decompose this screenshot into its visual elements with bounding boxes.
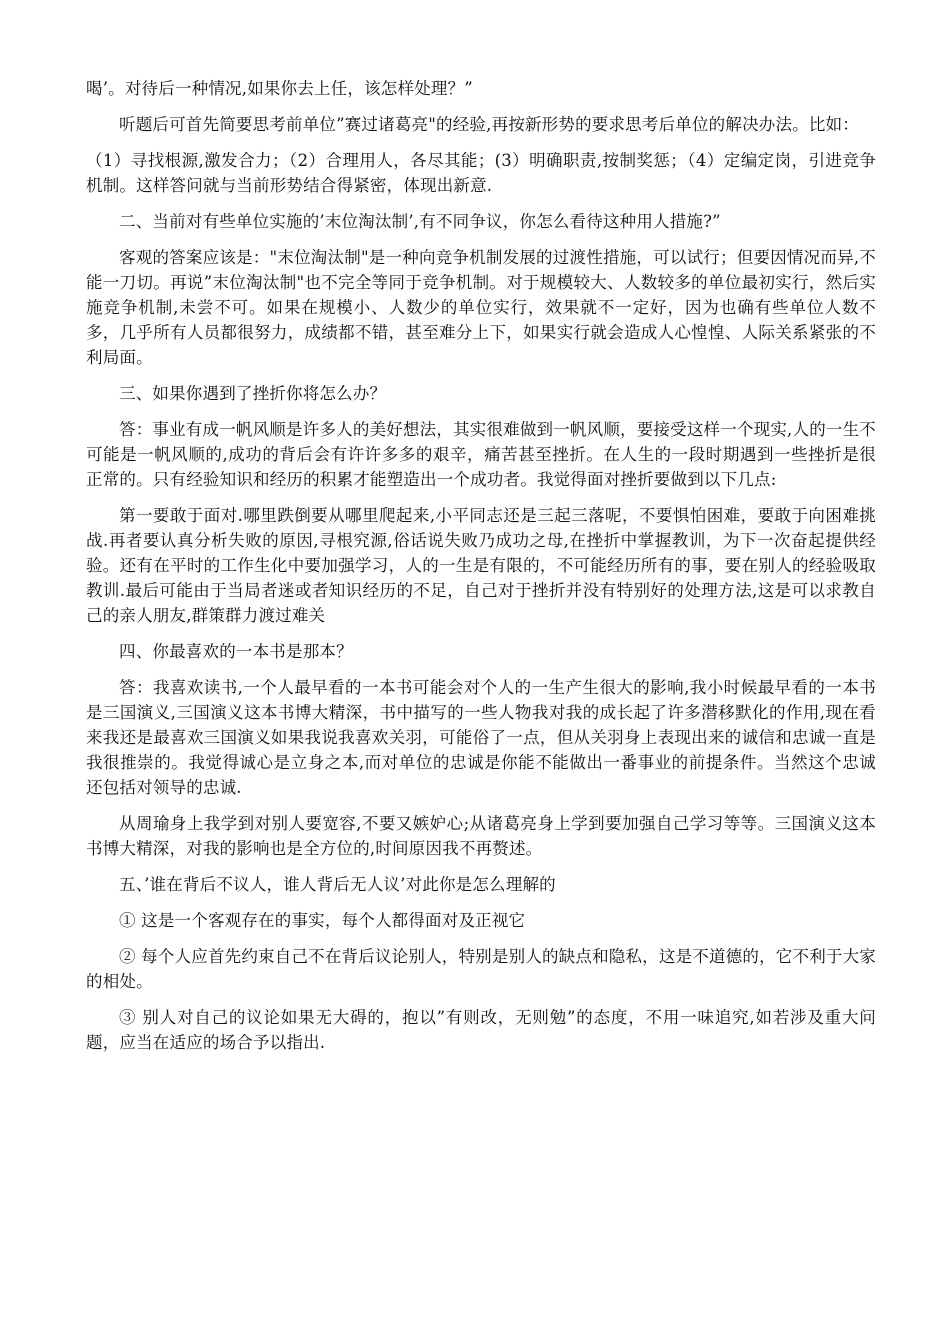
paragraph-answer-2: 客观的答案应该是："末位淘汰制"是一种向竞争机制发展的过渡性措施，可以试行；但要因情况而异,不能一刀切。再说”末位淘汰制"也不完全等同于竞争机制。对于规模较大、人数较多的单位最初实行，然后实施竞争机制,未尝不可。如果在规模小、人数少的单位实行，效果就不一定好，因为也确有些单位人数不多，几乎所有人员都很努力，成绩都不错，甚至难分上下，如果实行就会造成人心惶惶、人际关系紧张的不利局面。 xyxy=(86,248,876,367)
paragraph-answer-4-cont: 从周瑜身上我学到对别人要宽容,不要又嫉妒心;从诸葛亮身上学到要加强自己学习等等。三国演义这本书博大精深，对我的影响也是全方位的,时间原因我不再赘述。 xyxy=(86,814,876,858)
list-item-3: ③ 别人对自己的议论如果无大碍的，抱以”有则改，无则勉”的态度，不用一味追究,如若涉及重大问题，应当在适应的场合予以指出. xyxy=(86,1008,876,1052)
question-heading-5: 五、’谁在背后不议人，谁人背后无人议’对此你是怎么理解的 xyxy=(119,875,556,894)
question-heading-4: 四、你最喜欢的一本书是那本？ xyxy=(119,642,353,661)
paragraph-answer-3: 答：事业有成一帆风顺是许多人的美好想法，其实很难做到一帆风顺，要接受这样一个现实,人的一生不可能是一帆风顺的,成功的背后会有许许多多的艰辛，痛苦甚至挫折。在人生的一段时期遇到一些挫折是很正常的。只有经验知识和经历的积累才能塑造出一个成功者。我觉得面对挫折要做到以下几点: xyxy=(86,420,876,489)
paragraph-answer-4: 答：我喜欢读书,一个人最早看的一本书可能会对个人的一生产生很大的影响,我小时候最早看的一本书是三国演义,三国演义这本书博大精深，书中描写的一些人物我对我的成长起了许多潜移默化的作用,现在看来我还是最喜欢三国演义如果我说我喜欢关羽，可能俗了一点，但从关羽身上表现出来的诚信和忠诚一直是我很推崇的。我觉得诚心是立身之本,而对单位的忠诚是你能不能做出一番事业的前提条件。当然这个忠诚还包括对领导的忠诚. xyxy=(86,678,876,797)
paragraph-answer-intro: 听题后可首先简要思考前单位”赛过诸葛亮"的经验,再按新形势的要求思考后单位的解决办法。比如： xyxy=(119,115,859,134)
list-item-1: ① 这是一个客观存在的事实，每个人都得面对及正视它 xyxy=(119,911,526,930)
question-heading-3: 三、如果你遇到了挫折你将怎么办？ xyxy=(119,384,387,403)
paragraph-solution-list: （1）寻找根源,激发合力；（2）合理用人，各尽其能；(3）明确职责,按制奖惩；（4）定编定岗，引进竞争机制。这样答问就与当前形势结合得紧密，体现出新意. xyxy=(86,151,876,195)
paragraph-answer-3-points: 第一要敢于面对.哪里跌倒要从哪里爬起来,小平同志还是三起三落呢，不要惧怕困难，要敢于向困难挑战.再者要认真分析失败的原因,寻根究源,俗话说失败乃成功之母,在挫折中掌握教训，为下一次奋起提供经验。还有在平时的工作生化中要加强学习，人的一生是有限的，不可能经历所有的事，要在别人的经验吸取教训.最后可能由于当局者迷或者知识经历的不足，自己对于挫折并没有特别好的处理方法,这是可以求教自己的亲人朋友,群策群力渡过难关 xyxy=(86,506,876,625)
question-heading-2: 二、当前对有些单位实施的’末位淘汰制’,有不同争议，你怎么看待这种用人措施?” xyxy=(119,212,721,231)
document-page xyxy=(86,76,876,1066)
list-item-2: ② 每个人应首先约束自己不在背后议论别人，特别是别人的缺点和隐私，这是不道德的，它不利于大家的相处。 xyxy=(86,947,876,991)
paragraph-continuation: 喝’。对待后一种情况,如果你去上任，该怎样处理？” xyxy=(86,79,473,98)
